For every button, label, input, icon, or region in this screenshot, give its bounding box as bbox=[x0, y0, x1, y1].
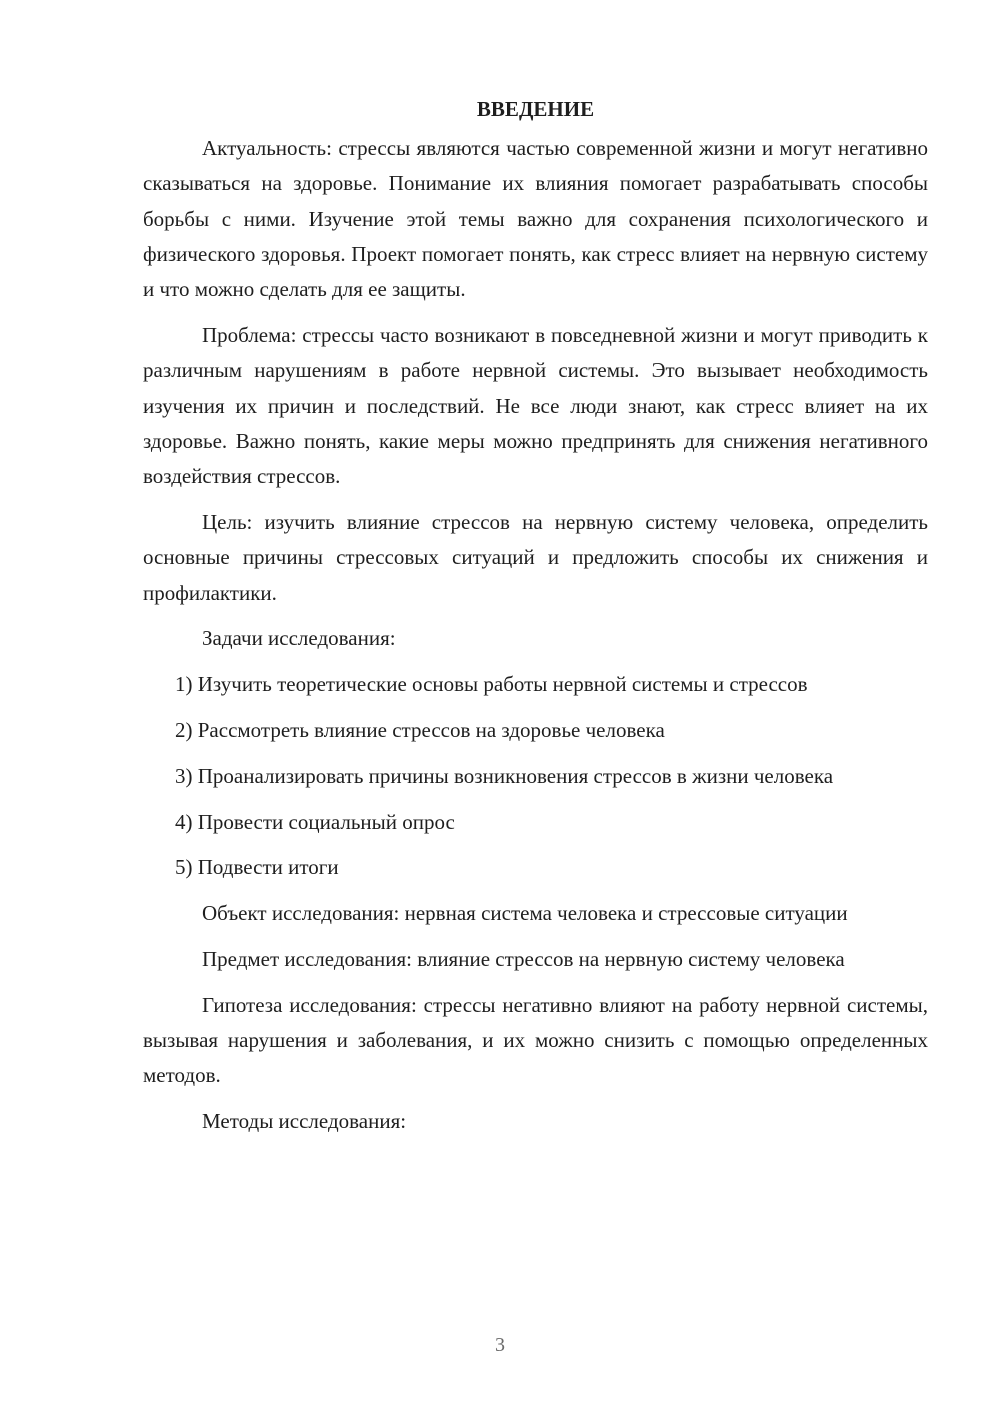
section-heading: ВВЕДЕНИЕ bbox=[476, 97, 595, 121]
object-paragraph: Объект исследования: нервная система человека и стрессовые ситуации bbox=[202, 901, 848, 926]
goal-paragraph: Цель: изучить влияние стрессов на нервную систему человека, определить основные причины стрессовых ситуаций и предложить способы их снижения и профилактики. bbox=[143, 509, 928, 605]
list-item: 1) Изучить теоретические основы работы нервной системы и стрессов bbox=[175, 672, 808, 697]
list-item: 2) Рассмотреть влияние стрессов на здоровье человека bbox=[175, 717, 665, 742]
list-item: 3) Проанализировать причины возникновения стрессов в жизни человека bbox=[175, 763, 834, 788]
hypothesis-paragraph: Гипотеза исследования: стрессы негативно влияют на работу нервной системы, вызывая нарушения и заболевания, и их можно снизить с помощью определенных методов. bbox=[143, 992, 928, 1088]
page-number: 3 bbox=[495, 1334, 505, 1356]
subject-paragraph: Предмет исследования: влияние стрессов на нервную систему человека bbox=[202, 946, 845, 971]
relevance-paragraph: Актуальность: стрессы являются частью современной жизни и могут негативно сказываться на здоровье. Понимание их влияния помогает разрабатывать способы борьбы с ними. Изучение этой темы важно для сохранения психологического и физического здоровья. Проект помогает понять, как стресс влияет на нервную систему и что можно сделать для ее защиты. bbox=[143, 136, 928, 302]
tasks-title: Задачи исследования: bbox=[202, 626, 396, 651]
tasks-list bbox=[143, 667, 928, 885]
list-item: 4) Провести социальный опрос bbox=[175, 809, 455, 834]
methods-title: Методы исследования: bbox=[202, 1109, 407, 1134]
list-item: 5) Подвести итоги bbox=[175, 855, 339, 880]
problem-paragraph: Проблема: стрессы часто возникают в повседневной жизни и могут приводить к различным нарушениям в работе нервной системы. Это вызывает необходимость изучения их причин и последствий. Не все люди знают, как стресс влияет на их здоровье. Важно понять, какие меры можно предпринять для снижения негативного воздействия стрессов. bbox=[143, 322, 928, 489]
document-page bbox=[143, 92, 928, 1150]
